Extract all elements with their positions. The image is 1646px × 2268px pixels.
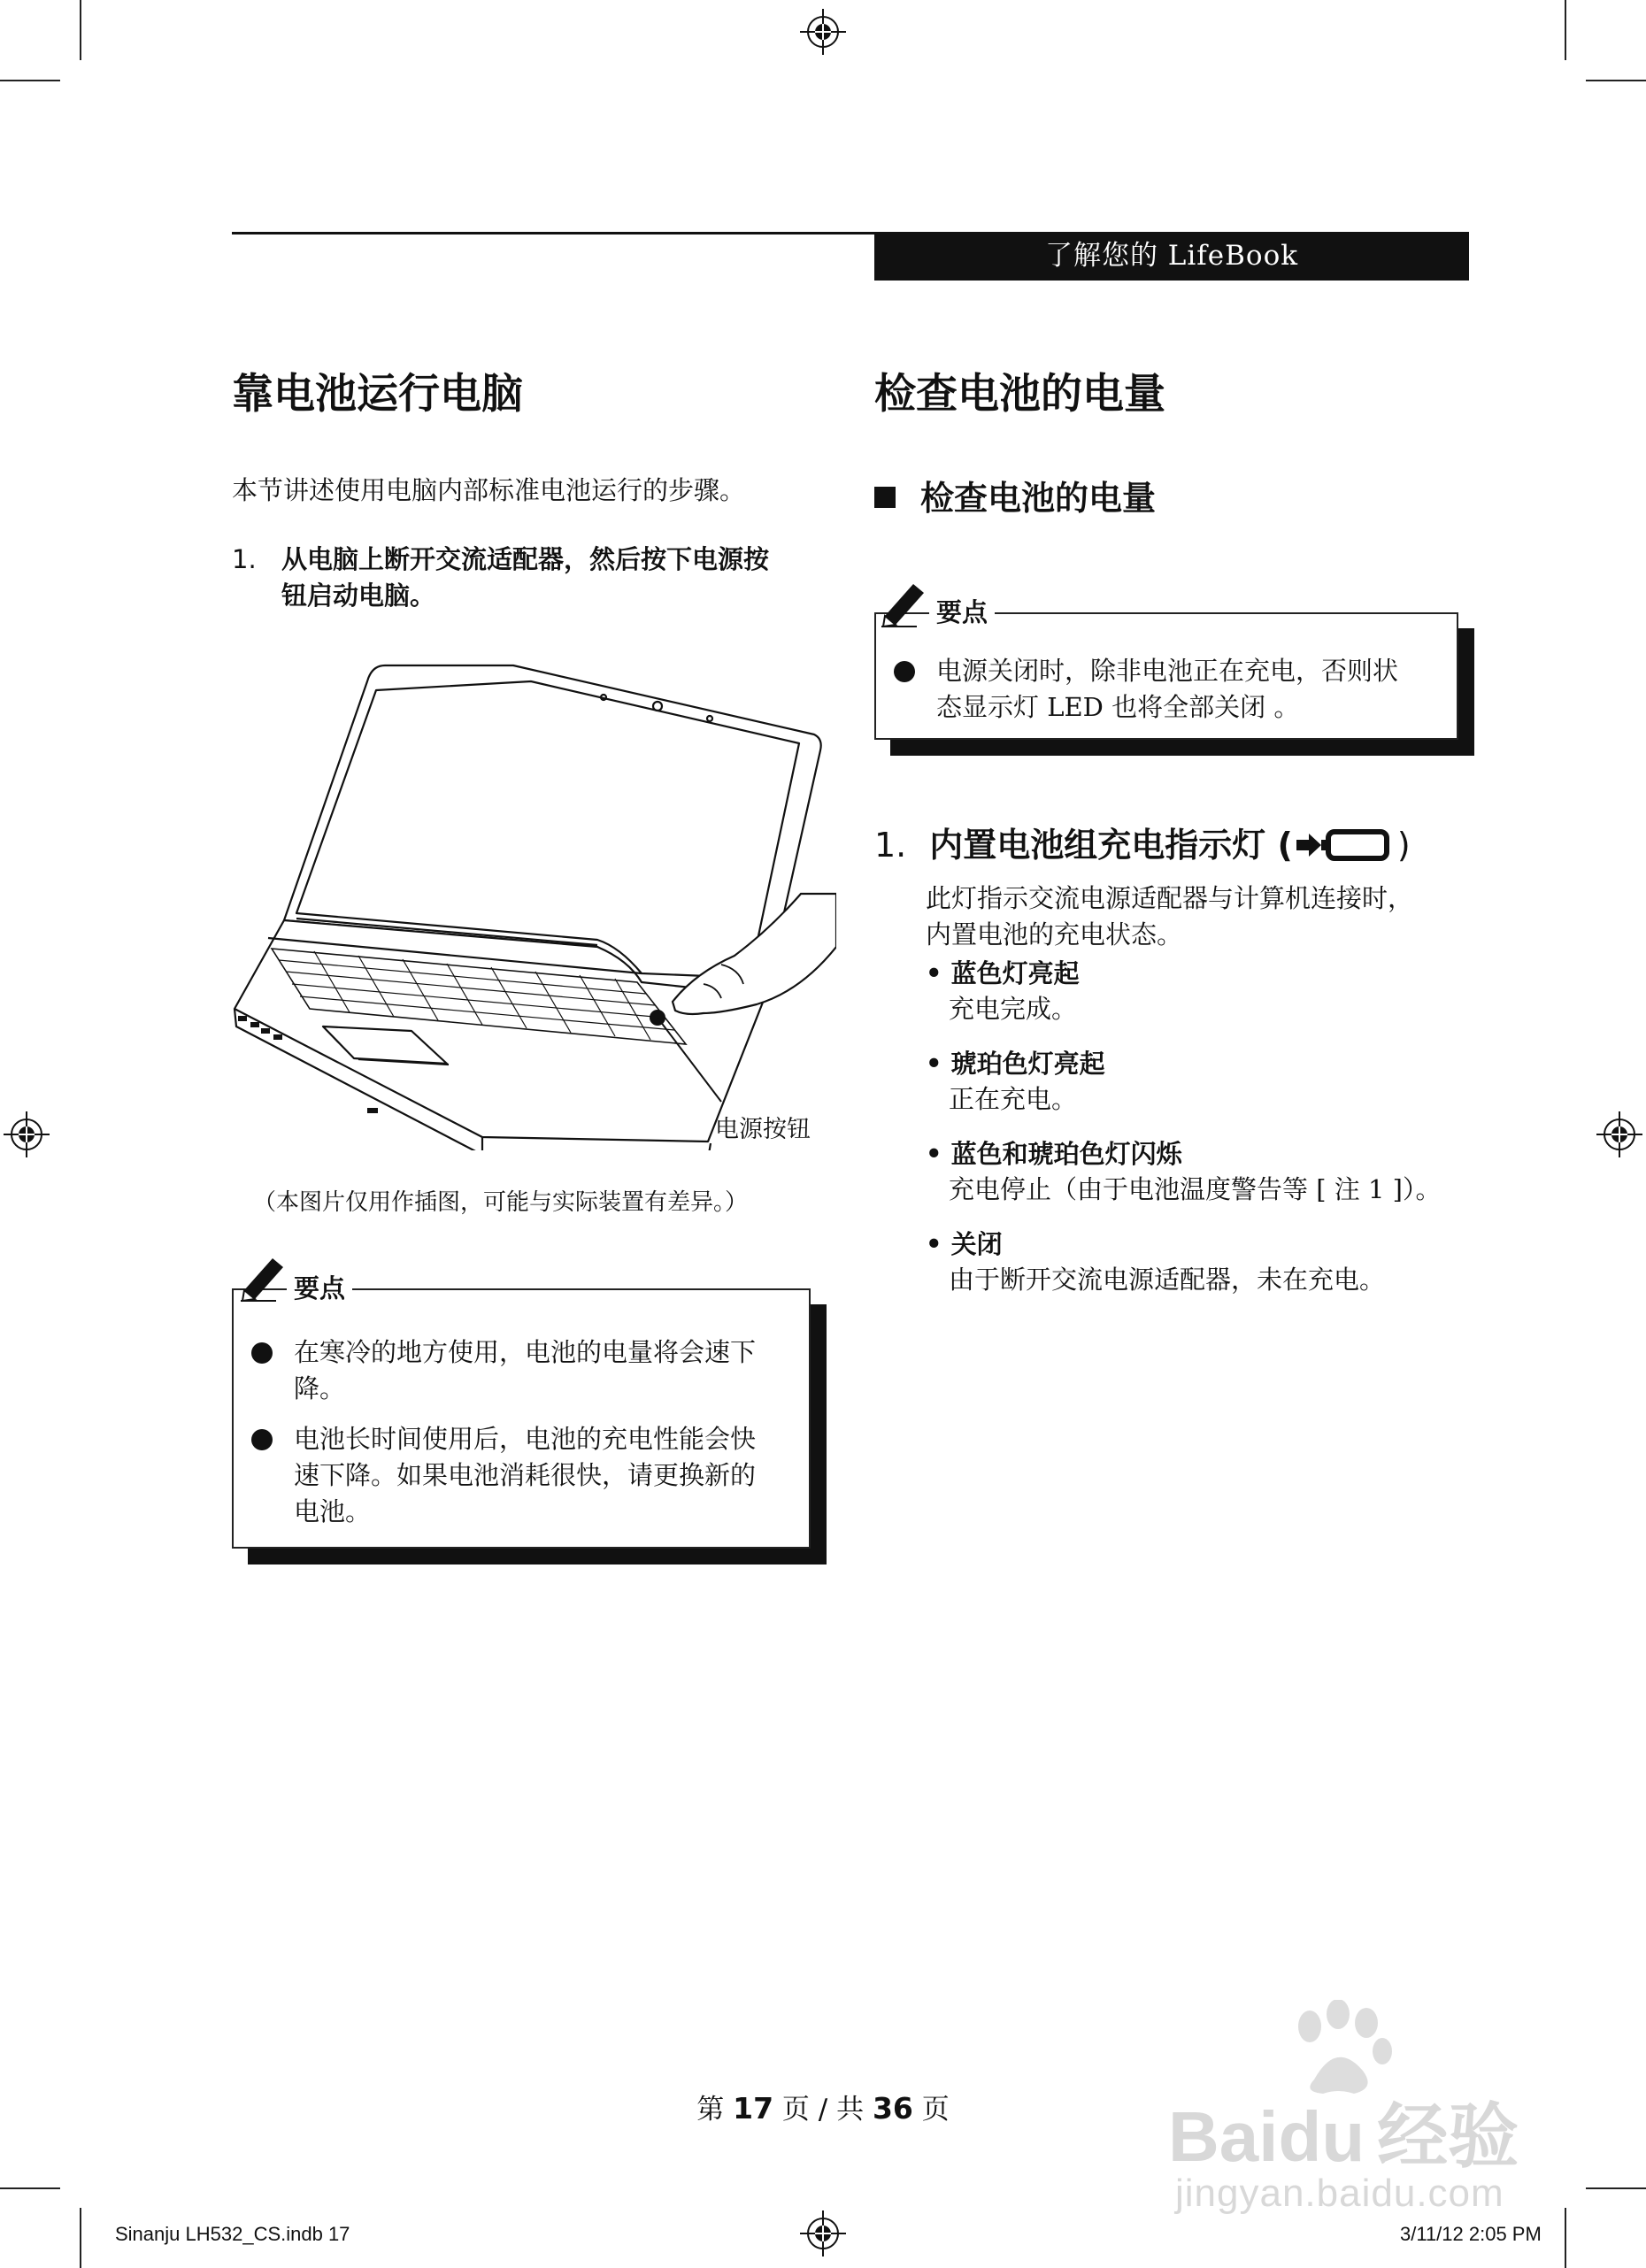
- step-1-number: 1.: [232, 544, 257, 574]
- crop-mark: [1586, 2187, 1646, 2189]
- bullet-icon: [251, 1342, 273, 1364]
- crop-mark: [1565, 2208, 1566, 2268]
- power-button-callout: 电源按钮: [715, 1116, 811, 1143]
- note-label: 要点: [287, 1269, 352, 1305]
- header-rule: [232, 232, 874, 234]
- note-item: 在寒冷的地方使用，电池的电量将会速下 降。: [251, 1334, 800, 1407]
- charge-indicator-desc-2: 内置电池的充电状态。: [926, 919, 1183, 949]
- note-item: 电源关闭时，除非电池正在充电，否则状 态显示灯 LED 也将全部关闭 。: [894, 653, 1442, 726]
- slug-left: Sinanju LH532_CS.indb 17: [115, 2223, 350, 2245]
- charge-state-item: • 蓝色灯亮起 充电完成。: [926, 958, 1080, 1024]
- charge-indicator-desc-1: 此灯指示交流电源适配器与计算机连接时，: [926, 883, 1414, 913]
- charge-indicator-heading: 1. 内置电池组充电指示灯 ( ): [874, 826, 1411, 865]
- bullet-icon: [894, 661, 915, 682]
- crop-mark: [1586, 80, 1646, 81]
- pencil-note-icon: [237, 1249, 290, 1303]
- right-section-title: 检查电池的电量: [874, 370, 1165, 419]
- step-1-line1: 从电脑上断开交流适配器，然后按下电源按: [281, 544, 770, 574]
- header-band: 了解您的 LifeBook: [874, 232, 1469, 281]
- step-1-line2: 钮启动电脑。: [281, 580, 436, 611]
- registration-mark-icon: [1596, 1111, 1642, 1157]
- charge-state-item: • 琥珀色灯亮起 正在充电。: [926, 1049, 1105, 1114]
- registration-mark-icon: [800, 9, 846, 55]
- registration-mark-icon: [4, 1111, 50, 1157]
- bullet-icon: [251, 1429, 273, 1450]
- crop-mark: [1565, 0, 1566, 60]
- slug-right: 3/11/12 2:05 PM: [1400, 2223, 1542, 2245]
- charge-state-item: • 蓝色和琥珀色灯闪烁 充电停止（由于电池温度警告等 [ 注 1 ]）。: [926, 1139, 1442, 1204]
- crop-mark: [80, 0, 81, 60]
- page-number: 第 17 页 / 共 36 页: [696, 2091, 950, 2126]
- note-label: 要点: [929, 593, 995, 629]
- left-note-box: [232, 1273, 811, 1549]
- registration-mark-icon: [800, 2210, 846, 2256]
- note-item: 电池长时间使用后，电池的充电性能会快 速下降。如果电池消耗很快，请更换新的 电池。: [251, 1421, 800, 1530]
- pencil-note-icon: [878, 575, 931, 628]
- right-note-box: [874, 597, 1458, 740]
- laptop-illustration: [226, 655, 836, 1150]
- left-intro: 本节讲述使用电脑内部标准电池运行的步骤。: [232, 475, 746, 505]
- square-bullet-icon: [874, 487, 896, 508]
- watermark: Baidu 经验 jingyan.baidu.com: [1168, 2000, 1584, 2212]
- charge-state-list: [926, 956, 1474, 1317]
- crop-mark: [80, 2208, 81, 2268]
- crop-mark: [0, 2187, 60, 2189]
- crop-mark: [0, 80, 60, 81]
- charge-state-item: • 关闭 由于断开交流电源适配器，未在充电。: [926, 1229, 1386, 1295]
- left-section-title: 靠电池运行电脑: [232, 370, 523, 419]
- subsection-heading: 检查电池的电量: [874, 471, 1156, 519]
- figure-caption: （本图片仅用作插图，可能与实际装置有差异。）: [253, 1189, 749, 1216]
- battery-charging-icon: [1293, 828, 1397, 862]
